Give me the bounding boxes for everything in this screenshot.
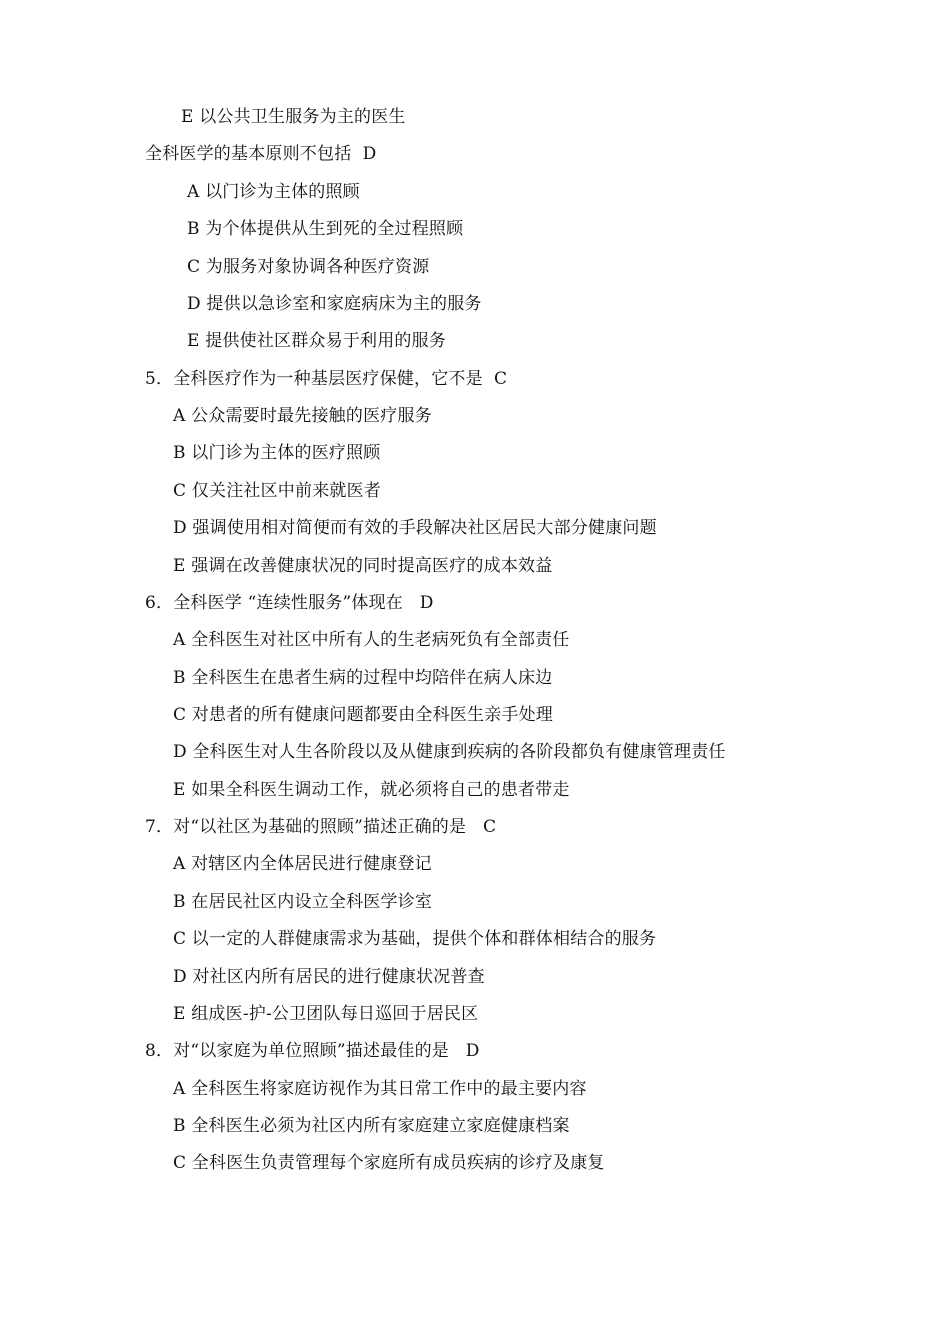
option-line: A 对辖区内全体居民进行健康登记: [173, 854, 432, 874]
option-line: C 为服务对象协调各种医疗资源: [187, 257, 430, 277]
question-line: 6．全科医学 “连续性服务”体现在 D: [145, 593, 434, 613]
question-line: 7．对“以社区为基础的照顾”描述正确的是 C: [145, 817, 497, 837]
option-line: B 为个体提供从生到死的全过程照顾: [187, 219, 464, 239]
option-line: D 对社区内所有居民的进行健康状况普查: [173, 967, 485, 987]
option-line: E 以公共卫生服务为主的医生: [181, 107, 406, 127]
option-line: C 以一定的人群健康需求为基础，提供个体和群体相结合的服务: [173, 929, 657, 949]
option-line: C 对患者的所有健康问题都要由全科医生亲手处理: [173, 705, 554, 725]
option-line: C 仅关注社区中前来就医者: [173, 481, 382, 501]
question-line: 5．全科医疗作为一种基层医疗保健，它不是 C: [145, 369, 508, 389]
option-line: A 公众需要时最先接触的医疗服务: [173, 406, 432, 426]
option-line: B 在居民社区内设立全科医学诊室: [173, 892, 433, 912]
option-line: E 组成医-护-公卫团队每日巡回于居民区: [173, 1004, 479, 1024]
option-line: D 强调使用相对简便而有效的手段解决社区居民大部分健康问题: [173, 518, 657, 538]
option-line: B 全科医生在患者生病的过程中均陪伴在病人床边: [173, 668, 553, 688]
option-line: A 以门诊为主体的照顾: [187, 182, 360, 202]
option-line: A 全科医生将家庭访视作为其日常工作中的最主要内容: [173, 1079, 587, 1099]
option-line: E 强调在改善健康状况的同时提高医疗的成本效益: [173, 556, 553, 576]
option-line: B 以门诊为主体的医疗照顾: [173, 443, 381, 463]
question-line: 全科医学的基本原则不包括 D: [145, 144, 377, 164]
option-line: A 全科医生对社区中所有人的生老病死负有全部责任: [173, 630, 570, 650]
option-line: D 全科医生对人生各阶段以及从健康到疾病的各阶段都负有健康管理责任: [173, 742, 726, 762]
option-line: E 如果全科医生调动工作，就必须将自己的患者带走: [173, 780, 570, 800]
option-line: D 提供以急诊室和家庭病床为主的服务: [187, 294, 482, 314]
option-line: C 全科医生负责管理每个家庭所有成员疾病的诊疗及康复: [173, 1153, 605, 1173]
option-line: E 提供使社区群众易于利用的服务: [187, 331, 447, 351]
question-line: 8．对“以家庭为单位照顾”描述最佳的是 D: [145, 1041, 480, 1061]
option-line: B 全科医生必须为社区内所有家庭建立家庭健康档案: [173, 1116, 570, 1136]
